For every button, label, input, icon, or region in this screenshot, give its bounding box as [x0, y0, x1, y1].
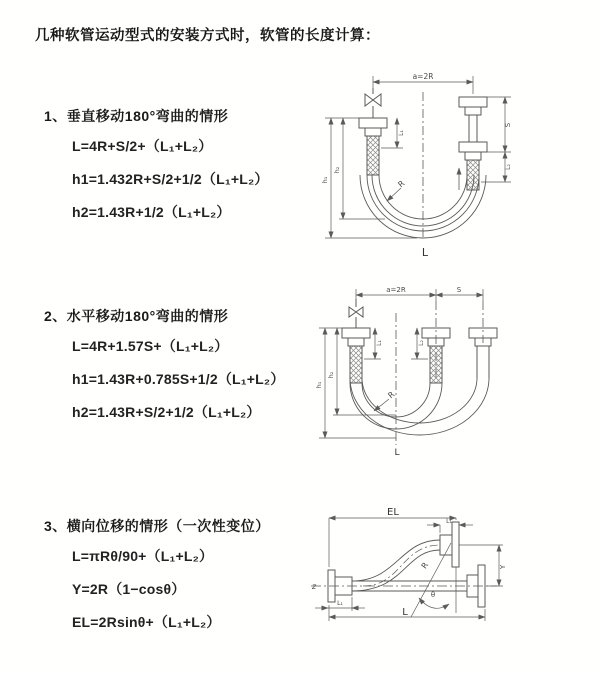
r-leader — [374, 399, 389, 411]
radius-label: R — [396, 178, 407, 190]
dim-label-s: S — [504, 122, 512, 128]
dim-label-h1: h₁ — [315, 381, 323, 389]
section-2-formula-L: L=4R+1.57S+（L₁+L₂） — [72, 338, 229, 354]
r-leader — [387, 188, 401, 201]
centerline-break-mark: z — [311, 582, 317, 591]
section-2-formula-h1: h1=1.43R+0.785S+1/2（L₁+L₂） — [72, 371, 285, 387]
dim-a2r-s — [356, 289, 483, 301]
dim-label-h2: h₂ — [333, 166, 341, 174]
hose-u-drawing-2 — [319, 289, 497, 445]
dim-label-l1: L₁ — [376, 340, 383, 346]
radius-label: R — [386, 389, 397, 401]
section-2-heading: 2、水平移动180°弯曲的情形 — [44, 308, 229, 324]
diagram-vertical-180-bend — [313, 70, 585, 262]
length-label: L — [421, 246, 429, 259]
section-1-formula-h1: h1=1.432R+S/2+1/2（L₁+L₂） — [72, 171, 269, 187]
section-3 — [44, 516, 270, 645]
left-braid-section — [367, 136, 379, 175]
left-braid-section — [350, 346, 362, 383]
left-fitting — [359, 118, 387, 136]
right-fitting-upper — [459, 97, 487, 142]
page-title: 几种软管运动型式的安装方式时，软管的长度计算： — [35, 28, 380, 44]
hose-u-drawing-1 — [325, 76, 511, 240]
valve-icon — [365, 88, 381, 118]
radius-label: R — [419, 560, 431, 571]
dim-label-l2: L₂ — [418, 340, 425, 346]
left-fitting — [342, 328, 370, 346]
dim-label-a2r: a=2R — [386, 286, 406, 294]
section-2 — [44, 306, 285, 435]
section-3-formula-Y: Y=2R（1−cosθ） — [72, 581, 186, 597]
section-1-formula-L: L=4R+S/2+（L₁+L₂） — [72, 138, 213, 154]
section-1-heading: 1、垂直移动180°弯曲的情形 — [44, 108, 229, 124]
dim-label-h2: h₂ — [327, 371, 335, 379]
right-flange-displaced — [440, 522, 459, 567]
dim-label-l1-bottom: L₁ — [337, 600, 343, 607]
section-1 — [44, 106, 269, 235]
dim-label-l1-top: L₁ — [446, 518, 452, 525]
dim-label-el: EL — [387, 507, 399, 518]
dim-label-y: Y — [499, 564, 507, 570]
dim-label-h1: h₁ — [321, 176, 329, 184]
section-1-formula-h2: h2=1.43R+1/2（L₁+L₂） — [72, 204, 231, 220]
section-3-formula-L: L=πRθ/90+（L₁+L₂） — [72, 548, 214, 564]
dim-label-a2r: a=2R — [412, 72, 434, 81]
length-label: L — [402, 607, 408, 618]
dim-l1-top — [427, 525, 473, 533]
diagram-horizontal-180-bend — [311, 283, 589, 461]
section-2-formula-h2: h2=1.43R+S/2+1/2（L₁+L₂） — [72, 404, 261, 420]
section-3-heading: 3、横向位移的情形（一次性变位） — [44, 518, 270, 534]
valve-icon — [349, 299, 363, 328]
right-fitting-lower — [459, 142, 487, 160]
middle-braid-section — [430, 346, 442, 383]
dim-label-l1: L₁ — [398, 130, 405, 136]
dim-label-l2: L₂ — [505, 164, 512, 170]
angle-construction — [411, 543, 456, 617]
diagram-lateral-displacement — [305, 505, 597, 653]
section-3-formula-EL: EL=2Rsinθ+（L₁+L₂） — [72, 614, 221, 630]
length-label: L — [394, 448, 400, 458]
dim-label-s: S — [456, 286, 462, 294]
theta-label: θ — [430, 591, 436, 599]
